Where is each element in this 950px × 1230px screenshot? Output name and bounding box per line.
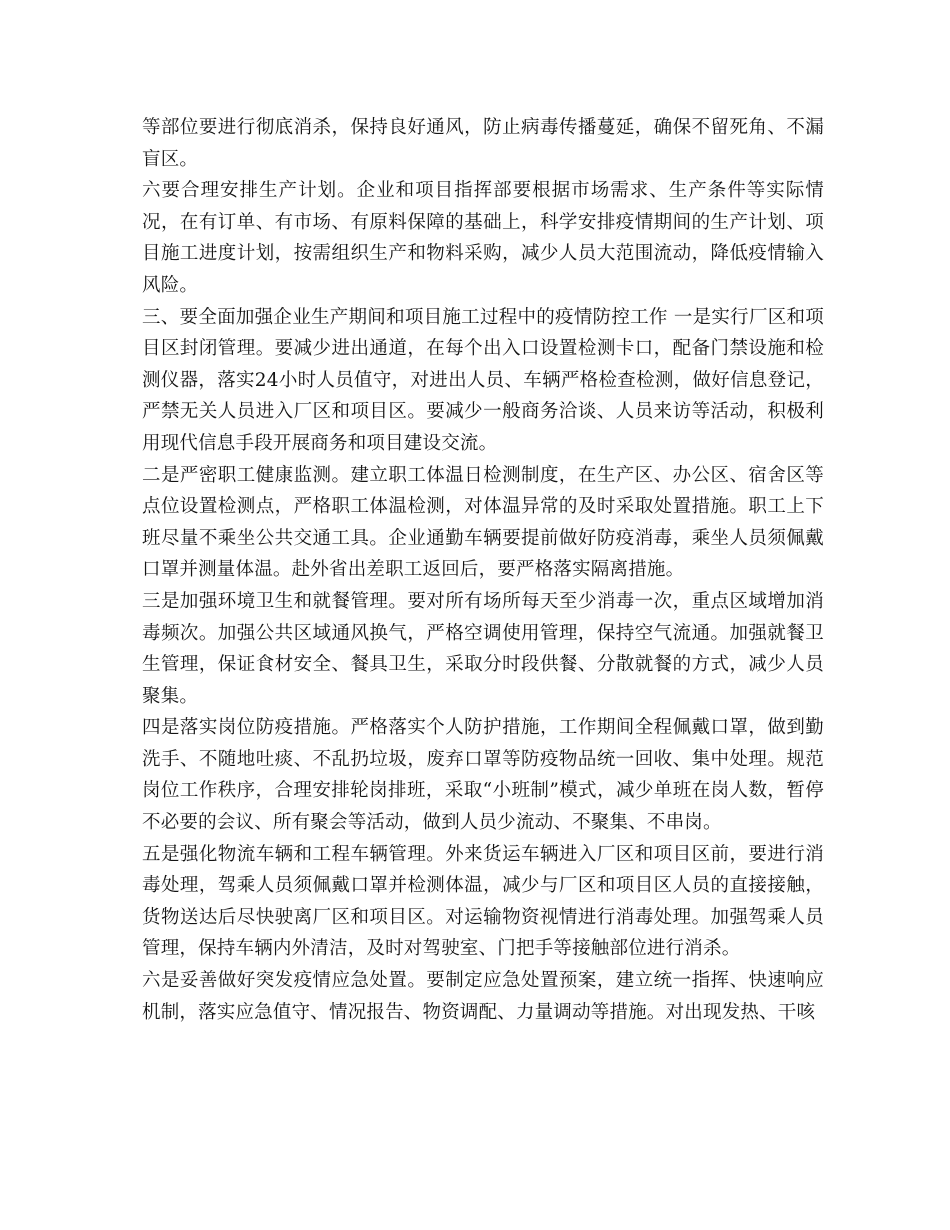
paragraph-production-planning: 六要合理安排生产计划。企业和项目指挥部要根据市场需求、生产条件等实际情况，在有订单、有市场、有原料保障的基础上，科学安排疫情期间的生产计划、项目施工进度计划，按需组织生产和物料采购，减少人员大范围流动，降低疫情输入风险。 <box>142 180 824 296</box>
paragraph-post-protection: 四是落实岗位防疫措施。严格落实个人防护措施，工作期间全程佩戴口罩，做到勤洗手、不随地吐痰、不乱扔垃圾，废弃口罩等防疫物品统一回收、集中处理。规范岗位工作秩序，合理安排轮岗排班，采取“小班制”模式，减少单班在岗人数，暂停不必要的会议、所有聚会等活动，做到人员少流动、不聚集、不串岗。 <box>142 717 824 834</box>
paragraph-vehicle-management: 五是强化物流车辆和工程车辆管理。外来货运车辆进入厂区和项目区前，要进行消毒处理，驾乘人员须佩戴口罩并检测体温，减少与厂区和项目区人员的直接接触，货物送达后尽快驶离厂区和项目区。对运输物资视情进行消毒处理。加强驾乘人员管理，保持车辆内外清洁，及时对驾驶室、门把手等接触部位进行消杀。 <box>142 843 824 960</box>
paragraph-environment-dining: 三是加强环境卫生和就餐管理。要对所有场所每天至少消毒一次，重点区域增加消毒频次。加强公共区域通风换气，严格空调使用管理，保持空气流通。加强就餐卫生管理，保证食材安全、餐具卫生，采取分时段供餐、分散就餐的方式，减少人员聚集。 <box>142 590 824 707</box>
paragraph-emergency-response: 六是妥善做好突发疫情应急处置。要制定应急处置预案，建立统一指挥、快速响应机制，落实应急值守、情况报告、物资调配、力量调动等措施。对出现发热、干咳 <box>142 970 824 1023</box>
paragraph-section-three-closed-management: 三、要全面加强企业生产期间和项目施工过程中的疫情防控工作 一是实行厂区和项目区封闭管理。要减少进出通道，在每个出入口设置检测卡口，配备门禁设施和检测仪器，落实24小时人员值守，对进出人员、车辆严格检查检测，做好信息登记，严禁无关人员进入厂区和项目区。要减少一般商务洽谈、人员来访等活动，积极利用现代信息手段开展商务和项目建设交流。 <box>142 306 824 454</box>
document-body <box>142 112 824 1028</box>
paragraph-disinfection-continuation: 等部位要进行彻底消杀，保持良好通风，防止病毒传播蔓延，确保不留死角、不漏盲区。 <box>142 117 824 170</box>
paragraph-health-monitoring: 二是严密职工健康监测。建立职工体温日检测制度，在生产区、办公区、宿舍区等点位设置检测点，严格职工体温检测，对体温异常的及时采取处置措施。职工上下班尽量不乘坐公共交通工具。企业通勤车辆要提前做好防疫消毒，乘坐人员须佩戴口罩并测量体温。赴外省出差职工返回后，要严格落实隔离措施。 <box>142 464 824 581</box>
